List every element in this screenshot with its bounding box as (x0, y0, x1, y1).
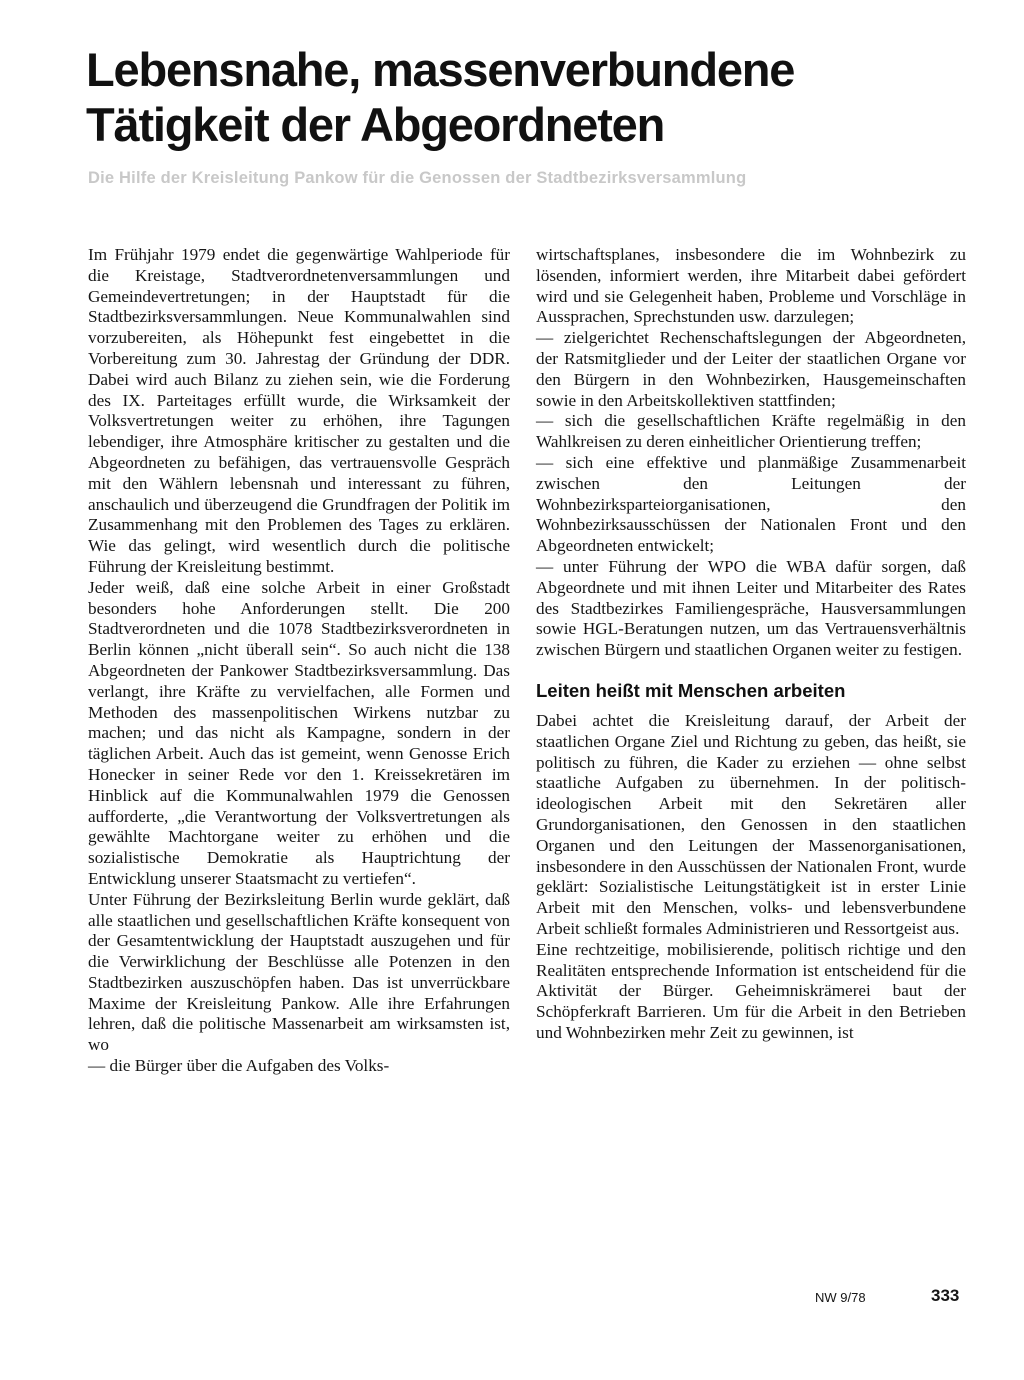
paragraph: Unter Führung der Bezirksleitung Berlin wurde geklärt, daß alle staatlichen und gesellschaftlichen Kräfte konsequent von der Gesamtentwicklung der Hauptstadt auszugehen und für die Verwirklichung der Beschlüsse alle Potenzen in den Stadtbezirken auszuschöpfen haben. Das ist unverrückbare Maxime der Kreisleitung Pankow. Alle ihre Erfahrungen lehren, daß die politische Massenarbeit am wirksamsten ist, wo (88, 889, 510, 1055)
dash-list-item: — sich eine effektive und planmäßige Zusammenarbeit zwischen den Leitungen der Wohnbezirksparteiorganisationen, den Wohnbezirksausschüssen der Nationalen Front und den Abgeordneten entwickelt; (536, 452, 966, 556)
paragraph: wirtschaftsplanes, insbesondere die im Wohnbezirk zu lösenden, informiert werden, ihre Mitarbeit dabei gefördert wird und sie Gelegenheit haben, Probleme und Vorschläge in Aussprachen, Sprechstunden usw. darzulegen; (536, 245, 966, 327)
page-number: 333 (931, 1286, 960, 1305)
dash-list-item: — unter Führung der WPO die WBA dafür sorgen, daß Abgeordnete und mit ihnen Leiter und Mitarbeiter des Rates des Stadtbezirkes Familiengespräche, Hausversammlungen sowie HGL-Beratungen nutzen, um das Vertrauensverhältnis zwischen Bürgern und staatlichen Organen weiter zu festigen. (536, 556, 966, 660)
issue-label: NW 9/78 (815, 1290, 866, 1305)
paragraph: Jeder weiß, daß eine solche Arbeit in einer Großstadt besonders hohe Anforderungen stellt. Die 200 Stadtverordneten und die 1078 Stadtbezirksverordneten in Berlin können „nicht überall sein“. So auch nicht die 138 Abgeordneten der Pankower Stadtbezirksversammlung. Das verlangt, ihre Kräfte zu vervielfachen, alle Formen und Methoden des massenpolitischen Wirkens nutzbar zu machen; und das nicht als Kampagne, sondern in der täglichen Arbeit. Auch das ist gemeint, wenn Genosse Erich Honecker in seiner Rede vor den 1. Kreissekretären im Hinblick auf die Kommunalwahlen 1979 die Genossen aufforderte, „die Verantwortung der Volksvertretungen als gewählte Machtorgane weiter zu erhöhen und die sozialistische Demokratie als Hauptrichtung der Entwicklung unserer Staatsmacht zu vertiefen“. (88, 577, 510, 888)
dash-list-item: — sich die gesellschaftlichen Kräfte regelmäßig in den Wahlkreisen zu deren einheitlicher Orientierung treffen; (536, 411, 966, 452)
dash-list-item: — zielgerichtet Rechenschaftslegungen der Abgeordneten, der Ratsmitglieder und der Leiter der staatlichen Organe vor den Bürgern in den Wohnbezirken, Hausgemeinschaften sowie in den Arbeitskollektiven stattfinden; (536, 328, 966, 410)
paragraph: Dabei achtet die Kreisleitung darauf, der Arbeit der staatlichen Organe Ziel und Richtung zu geben, das heißt, sie politisch zu führen, die Kader zu erziehen — ohne selbst staatliche Aufgaben zu übernehmen. In der politisch-ideologischen Arbeit mit den Sekretären aller Grundorganisationen, den Genossen in den staatlichen Organen und den Leitungen der Massenorganisationen, insbesondere in den Ausschüssen der Nationalen Front, wurde geklärt: Sozialistische Leitungstätigkeit ist in erster Linie Arbeit mit den Menschen, volks- und lebensverbundene Arbeit schließt formales Administrieren und Ressortgeist aus. (536, 710, 966, 938)
dash-list-item: — die Bürger über die Aufgaben des Volks- (88, 1056, 390, 1076)
left-column (88, 245, 510, 1077)
paragraph: Eine rechtzeitige, mobilisierende, politisch richtige und den Realitäten entsprechende Information ist entscheidend für die Aktivität der Bürger. Geheimniskrämerei baut der Schöpferkraft Barrieren. Um für die Arbeit in den Betrieben und Wohnbezirken mehr Zeit zu gewinnen, ist (536, 939, 966, 1042)
article-subtitle: Die Hilfe der Kreisleitung Pankow für die Genossen der Stadtbezirksversammlung (88, 169, 747, 187)
article-title: Lebensnahe, massenverbundene Tätigkeit der Abgeordneten (86, 43, 795, 151)
section-heading: Leiten heißt mit Menschen arbeiten (536, 679, 846, 701)
right-column (536, 245, 966, 1044)
paragraph: Im Frühjahr 1979 endet die gegenwärtige Wahlperiode für die Kreistage, Stadtverordnetenversammlungen und Gemeindevertretungen; in der Hauptstadt für die Stadtbezirksversammlungen. Neue Kommunalwahlen sind vorzubereiten, als Höhepunkt fest eingebettet in die Vorbereitung zum 30. Jahrestag der Gründung der DDR. Dabei wird auch Bilanz zu ziehen sein, wie die Forderung des IX. Parteitages erfüllt wurde, die Wirksamkeit der Volksvertretungen weiter zu erhöhen, ihre Tagungen lebendiger, ihre Atmosphäre kritischer zu gestalten und die Abgeordneten zu befähigen, das vertrauensvolle Gespräch mit den Wählern lebensnah und interessant zu führen, anschaulich und überzeugend die Grundfragen der Politik im Zusammenhang mit den Problemen des Tages zu erklären. Wie das gelingt, wird wesentlich durch die politische Führung der Kreisleitung bestimmt. (88, 245, 510, 576)
